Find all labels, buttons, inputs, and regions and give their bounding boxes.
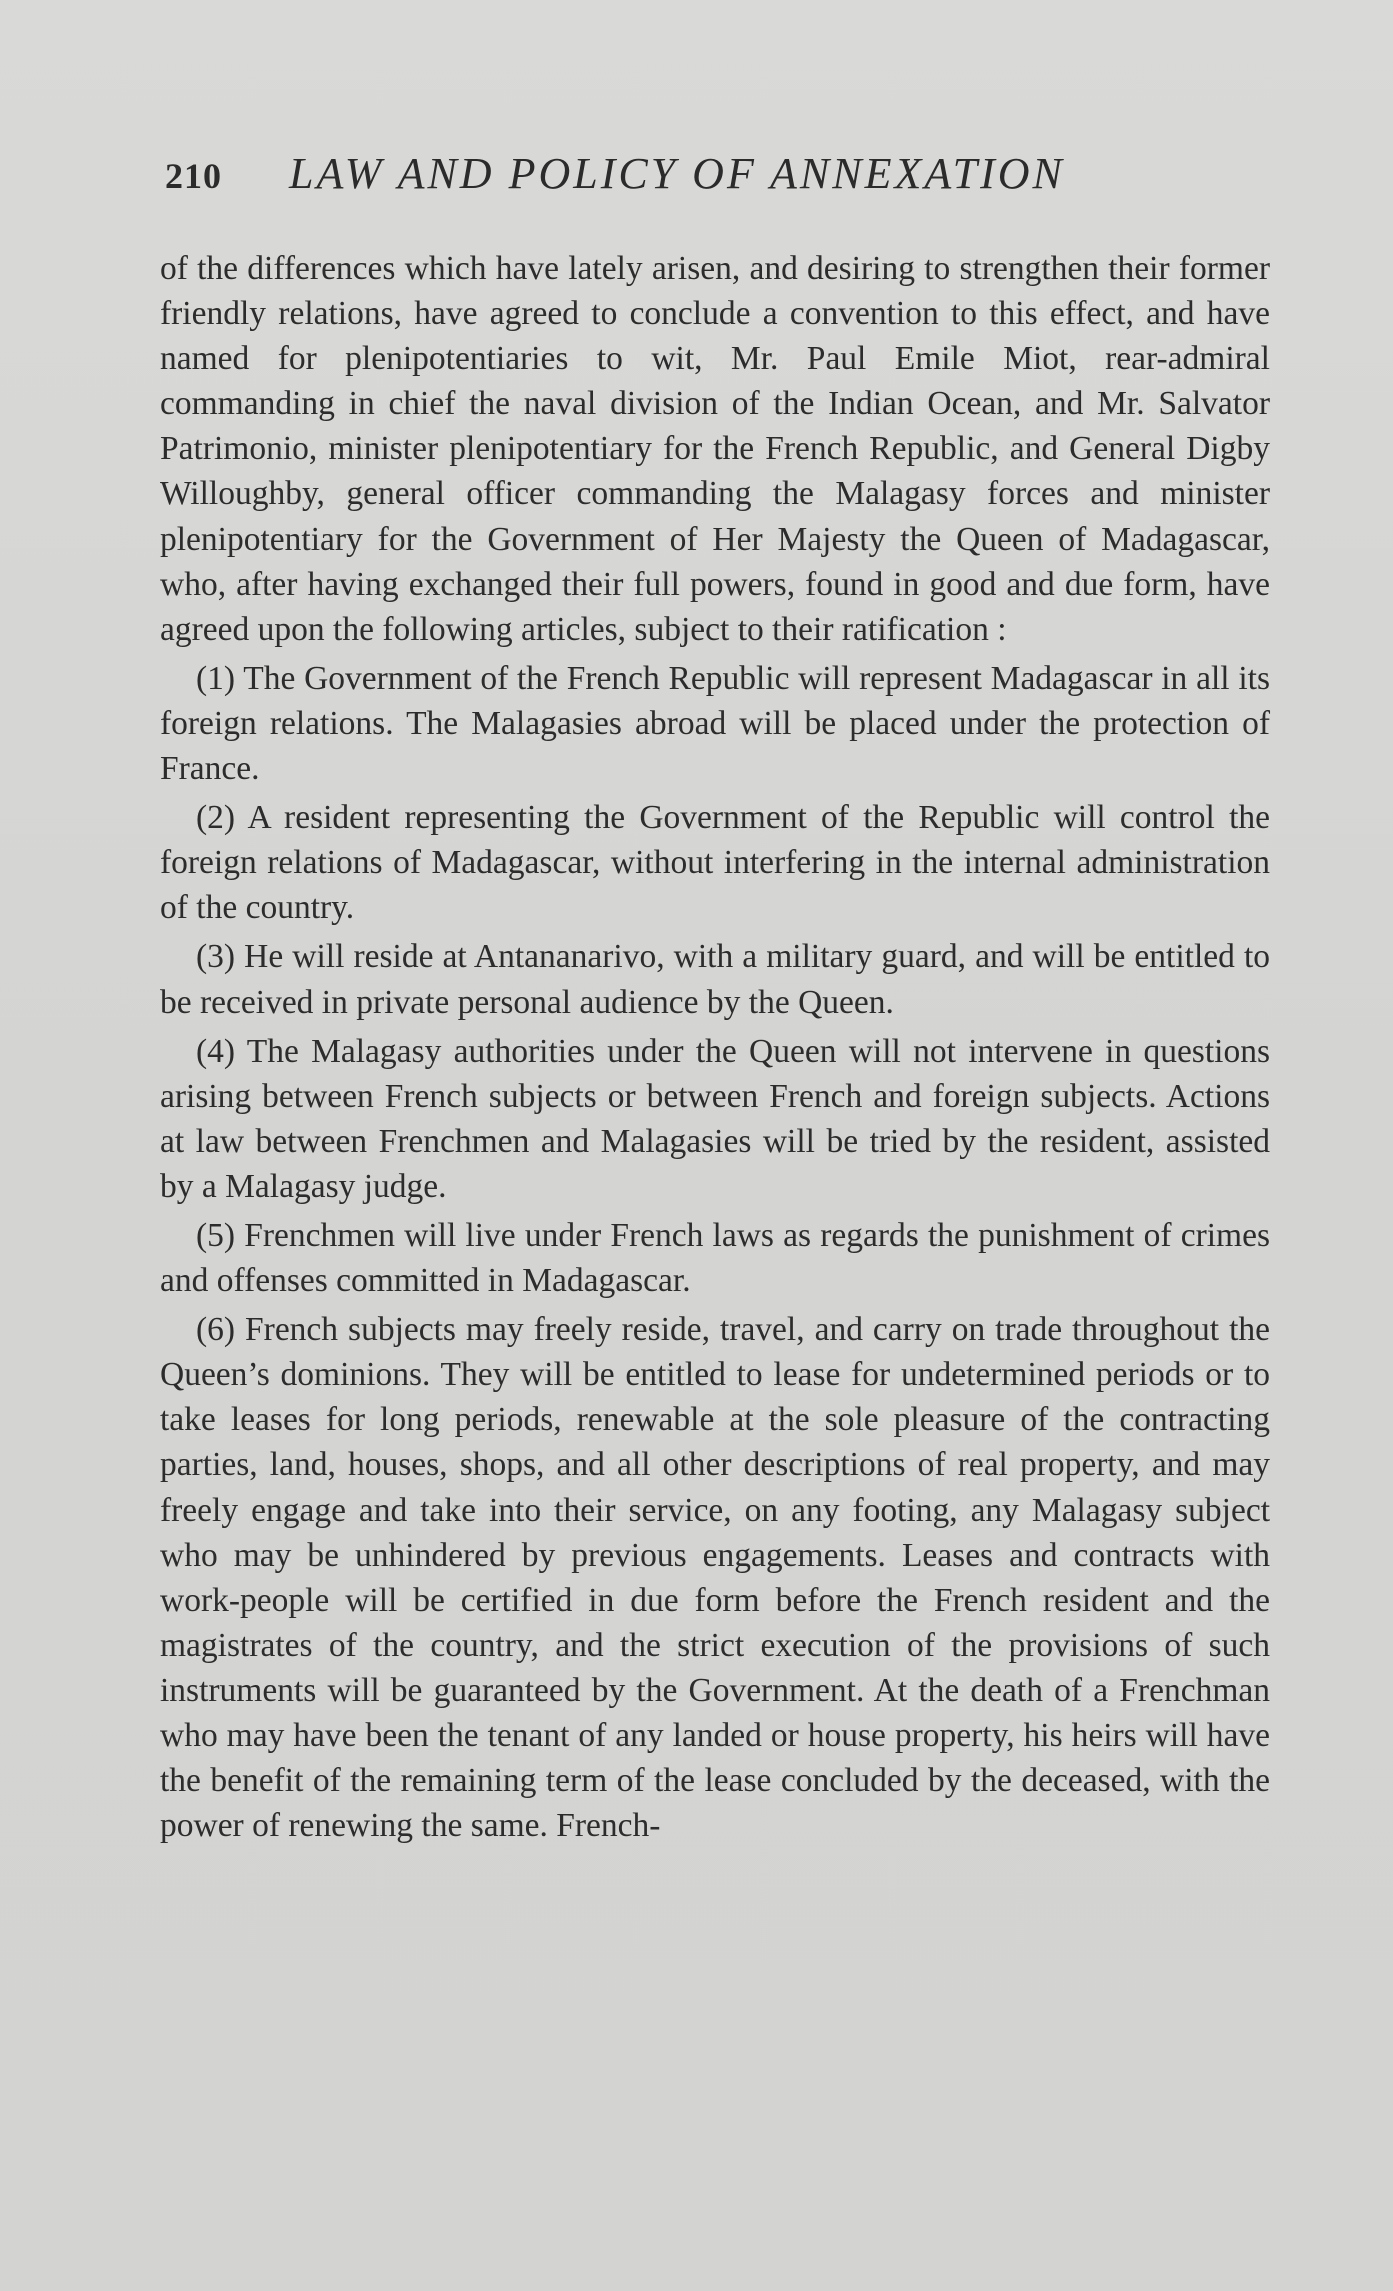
article-3: (3) He will reside at Antananarivo, with a military guard, and will be entitled to be received in private personal audience by the Queen. (160, 938, 1270, 1021)
intro-paragraph: of the differences which have lately arisen, and desiring to strengthen their former friendly relations, have agreed to conclude a convention to this effect, and have named for plenipotentiaries to wit, Mr. Paul Emile Miot, rear-admiral commanding in chief the naval division of the Indian Ocean, and Mr. Salvator Patrimonio, minister plenipotentiary for the French Republic, and General Digby Willoughby, general officer commanding the Malagasy forces and minister plenipotentiary for the Government of Her Majesty the Queen of Madagascar, who, after having exchanged their full powers, found in good and due form, have agreed upon the following articles, subject to their ratification : (160, 250, 1270, 648)
running-head (165, 148, 1265, 208)
article-5: (5) Frenchmen will live under French laws as regards the punishment of crimes and offenses committed in Madagascar. (160, 1216, 1270, 1300)
article-2: (2) A resident representing the Government of the Republic will control the foreign relations of Madagascar, without interfering in the internal administration of the country. (160, 799, 1270, 927)
article-1: (1) The Government of the French Republic will represent Madagascar in all its foreign relations. The Malagasies abroad will be placed under the protection of France. (160, 659, 1270, 788)
page-number: 210 (165, 156, 222, 196)
body-text (160, 246, 1270, 1848)
article-6: (6) French subjects may freely reside, travel, and carry on trade throughout the Queen’s dominions. They will be entitled to lease for undetermined periods or to take leases for long periods, renewable at the sole pleasure of the contracting parties, land, houses, shops, and all other descriptions of real property, and may freely engage and take into their service, on any footing, any Malagasy subject who may be unhindered by previous engagements. Leases and contracts with work-people will be certified in due form before the French resident and the magistrates of the country, and the strict execution of the provisions of such instruments will be guaranteed by the Government. At the death of a Frenchman who may have been the tenant of any landed or house property, his heirs will have the benefit of the remaining term of the lease concluded by the deceased, with the power of renewing the same. French- (160, 1311, 1270, 1845)
article-4: (4) The Malagasy authorities under the Queen will not intervene in questions arising between French subjects or between French and foreign subjects. Actions at law between Frenchmen and Malagasies will be tried by the resident, assisted by a Malagasy judge. (160, 1032, 1270, 1205)
running-title: LAW AND POLICY OF ANNEXATION (289, 149, 1065, 198)
